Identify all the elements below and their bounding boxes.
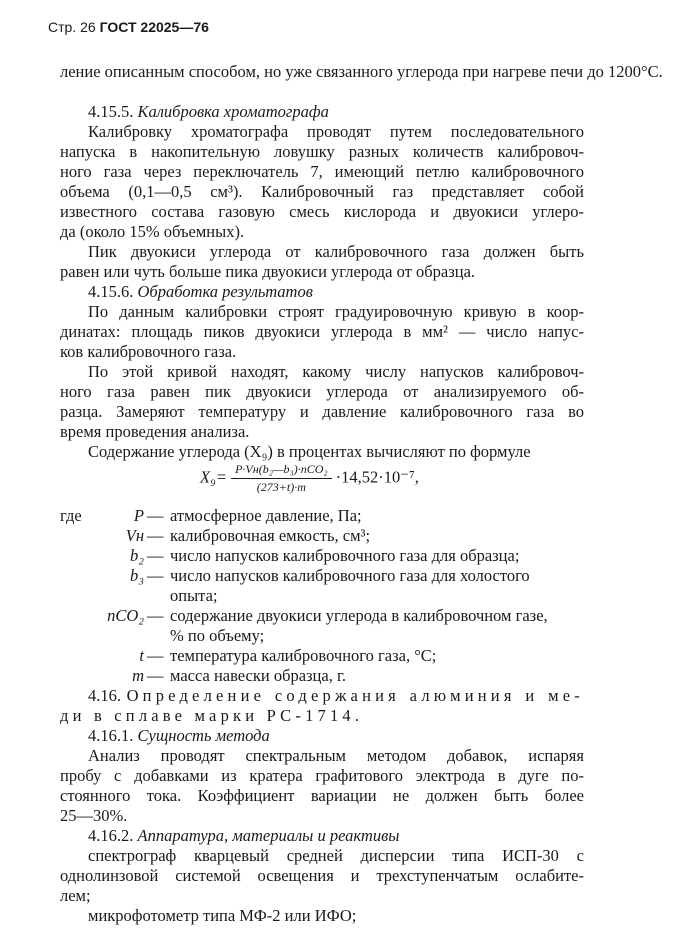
legend-text: содержание двуокиси углерода в калибровочном газе, — [170, 606, 548, 625]
legend-text: опыта; — [170, 586, 218, 605]
legend-text: температура калибровочного газа, °С; — [170, 646, 437, 665]
text-line: 25—30%. — [60, 806, 128, 825]
text-line: микрофотометр типа МФ-2 или ИФО; — [88, 906, 357, 925]
section-heading: 4.16.1. Сущность метода — [88, 726, 270, 745]
text-line: равен или чуть больше пика двуокиси углерода от образца. — [60, 262, 476, 281]
legend-symbol: b₂ — [130, 546, 144, 565]
legend-symbol: m — [132, 666, 144, 685]
document-page: Стр. 26 ГОСТ 22025—76 ление описанным способом, но уже связанного углерода при нагреве печи до 1200°С. 4.15.5. Калибровка хроматографа Калибровку хроматографа проводят путем последовательного напуска в накопительную ловушку разных количеств калибровоч- ного газа через переключатель 7, имеющий петлю калибровочного объема (0,1—0,5 см³). Калибровочный газ представляет собой известного состава газовую смесь кислорода и двуокиси углеро- да (около 15% объемных). Пик двуокиси углерода от калибровочного газа должен быть равен или чуть больше пика двуокиси углерода от образца. 4.15.6. Обработка результатов По данным калибровки строят градуировочную кривую в коор- динатах: площадь пиков двуокиси углерода в мм² — число напус- ков калибровочного газа. По этой кривой находят, какому числу напусков калибровоч- ного газа равен пик двуокиси углерода от анализируемого об- разца. Замеряют температуру и давление калибровочного газа во время проведения анализа. Содержание углерода (X₉) в процентах вычисляют по формуле X₉= $\frac{\text{P·Vн(b₂—b₃)·nCO₂}}{(273+t)\cdot m}$ ·14,52·10⁻⁷, где P — атмосферное давление, Па; Vн — калибровочная емкость, см³; b₂ — число напусков калибровочного газа для образца; b₃ — число напусков калибровочного газа для холостого опыта; nCO₂ — содержание двуокиси углерода в калибровочном газе, % по объему; t — температура калибровочного газа, °С; m — масса навески образца, г. 4.16. Определение содержания алюминия и ме- ди в сплаве марки РС-1714. 4.16.1. Сущность метода Анализ проводят спектральным методом добавок, испаряя пробу с добавками из кратера графитового электрода в дуге по- стоянного тока. Коэффициент вариации не должен быть более 25—30%. 4.16.2. Аппаратура, материалы и реактивы спектрограф кварцевый средней дисперсии типа ИСП-30 с однолинзовой системой освещения и трехступенчатым ослабите- лем; микрофотометр типа МФ-2 или ИФО; — [48, 19, 663, 925]
text-line: спектрограф кварцевый средней дисперсии типа ИСП-30 с — [88, 846, 584, 865]
text-line: известного состава газовую смесь кислорода и двуокиси углеро- — [60, 202, 584, 221]
text-line: объема (0,1—0,5 см³). Калибровочный газ представляет собой — [60, 182, 584, 201]
legend-text: % по объему; — [170, 626, 265, 645]
section-heading: 4.15.5. Калибровка хроматографа — [88, 102, 329, 121]
section-heading-cont: ди в сплаве марки РС-1714. — [60, 706, 364, 725]
formula-tail: ·14,52·10⁻⁷, — [335, 467, 419, 487]
section-heading: 4.16. Определение содержания алюминия и ме- — [88, 686, 584, 705]
legend-symbol: P — [133, 506, 144, 525]
page-header — [48, 19, 209, 35]
section-heading: 4.16.2. Аппаратура, материалы и реактивы — [88, 826, 400, 845]
text-line: напуска в накопительную ловушку разных количеств калибровоч- — [60, 142, 584, 161]
legend-text: число напусков калибровочного газа для холостого — [170, 566, 530, 585]
text-line: ного газа равен пик двуокиси углерода от анализируемого об- — [60, 382, 584, 401]
text-line: ление описанным способом, но уже связанного углерода при нагреве печи до 1200°С. — [60, 62, 663, 81]
legend-symbol: Vн — [125, 526, 144, 545]
text-line: Калибровку хроматографа проводят путем последовательного — [88, 122, 584, 141]
text-line: ного газа через переключатель 7, имеющий петлю калибровочного — [60, 162, 584, 181]
legend-text: атмосферное давление, Па; — [170, 506, 362, 525]
legend-text: число напусков калибровочного газа для образца; — [170, 546, 520, 565]
text-line: время проведения анализа. — [60, 422, 250, 441]
legend-text: масса навески образца, г. — [170, 666, 346, 685]
formula-fraction — [231, 462, 331, 495]
legend-symbol: t — [139, 646, 144, 665]
text-line: пробу с добавками из кратера графитового электрода в дуге по- — [60, 766, 584, 785]
legend-intro: где — [60, 506, 82, 525]
text-line: лем; — [60, 886, 91, 905]
page-number: Стр. 26 — [48, 19, 96, 35]
text-line: Анализ проводят спектральным методом добавок, испаряя — [88, 746, 584, 765]
formula-numerator: P·Vн(b₂—b₃)·nCO₂ — [231, 462, 331, 479]
legend-symbol: nCO₂ — [107, 606, 144, 625]
formula-lhs: X₉= — [200, 467, 227, 487]
text-line: По этой кривой находят, какому числу напусков калибровоч- — [88, 362, 584, 381]
text-line: динатах: площадь пиков двуокиси углерода в мм² — число напус- — [60, 322, 584, 341]
text-line: ков калибровочного газа. — [60, 342, 237, 361]
formula — [200, 462, 419, 495]
text-line: Пик двуокиси углерода от калибровочного газа должен быть — [88, 242, 584, 261]
text-line: да (около 15% объемных). — [60, 222, 245, 241]
section-heading: 4.15.6. Обработка результатов — [88, 282, 313, 301]
text-line: однолинзовой системой освещения и трехступенчатым ослабите- — [60, 866, 584, 885]
text-line: По данным калибровки строят градуировочную кривую в коор- — [88, 302, 584, 321]
standard-code: ГОСТ 22025—76 — [99, 19, 209, 35]
formula-denominator: (273+t)·m — [256, 480, 306, 494]
legend-symbol: b₃ — [130, 566, 144, 585]
text-line: Содержание углерода (X₉) в процентах вычисляют по формуле — [88, 442, 531, 461]
text-line: разца. Замеряют температуру и давление калибровочного газа во — [60, 402, 584, 421]
legend-text: калибровочная емкость, см³; — [170, 526, 371, 545]
text-line: стоянного тока. Коэффициент вариации не должен быть более — [60, 786, 584, 805]
